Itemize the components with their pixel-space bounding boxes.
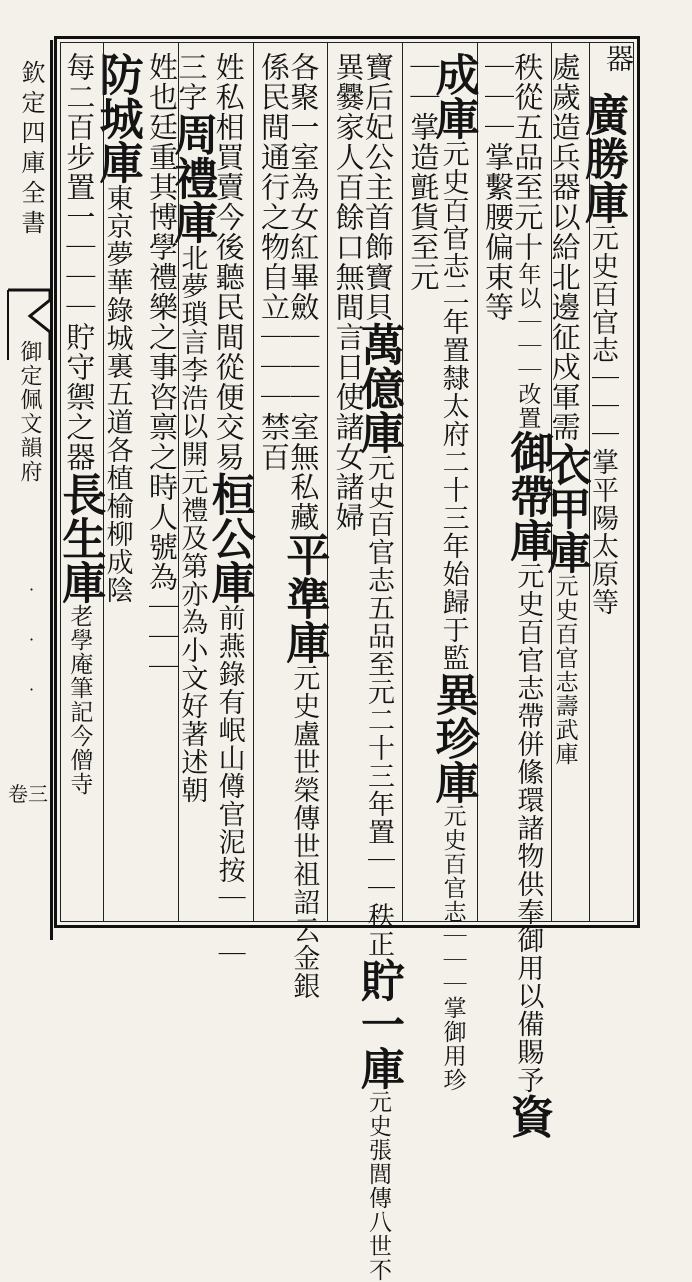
entry-heading: 成庫 (427, 52, 479, 140)
text-column (166, 52, 218, 912)
entry-text: 北夢瑣言李浩以開元禮及第亦為小文好著述朝 (176, 244, 208, 804)
entry-text: 秩從五品至元十 (510, 52, 545, 262)
entry-text: 係民間通行之物自立｜｜｜禁百 (256, 52, 291, 472)
text-column (352, 52, 404, 1282)
page-gutter (6, 40, 50, 940)
text-column (576, 92, 628, 952)
entry-text: 異爨家人百餘口無間言日使諸女諸婦 (331, 52, 366, 532)
column-rule (402, 42, 403, 922)
entry-text: 年以｜｜｜改置 (514, 262, 541, 430)
entry-text: 元史百官志帶併絛環諸物供奉御用以備賜予 (512, 562, 544, 1094)
entry-text: 元史盧世榮傳世祖詔云金銀 (288, 664, 320, 1000)
entry-text: 元史百官志五品至元二十三年置｜｜秩正 (362, 454, 394, 958)
leading-character: 器 (602, 44, 635, 72)
text-column (539, 52, 591, 912)
entry-heading: 周禮庫 (166, 112, 218, 244)
entry-text: 元史張閭傳八世不 (364, 1090, 391, 1282)
entry-text: 姓私相買賣今後聽民間從便交易 (211, 52, 246, 472)
entry-heading: 資 (502, 1094, 554, 1138)
entry-heading: 平準庫 (278, 532, 330, 664)
text-column (329, 52, 366, 912)
entry-heading: 貯一庫 (352, 958, 404, 1090)
entry-heading: 御帶庫 (502, 430, 554, 562)
entry-text: 姓也廷重其博學禮樂之事咨禀之時人號為｜｜｜ (144, 52, 179, 682)
text-column (502, 52, 554, 1138)
entry-heading: 防城庫 (91, 52, 143, 184)
text-column (255, 52, 291, 912)
entry-heading: 異珍庫 (427, 672, 479, 804)
text-column (278, 52, 330, 1000)
entry-text: 元史百官志二年置隸太府二十三年始歸于監 (437, 140, 469, 672)
text-column (143, 52, 179, 912)
entry-text: 老學庵筆記今僧寺 (66, 604, 93, 796)
entry-text: 元史百官志壽武庫 (551, 574, 578, 766)
entry-text: 三字 (174, 52, 209, 112)
text-column (203, 52, 255, 968)
entry-text: ｜｜掌造氈貨至元 (406, 52, 441, 292)
entry-text: 寶后妃公主首飾寶貝 (360, 52, 395, 322)
column-rule (327, 42, 328, 922)
gutter-ellipsis: · · · (22, 580, 41, 705)
entry-text: 各聚一室為女紅畢斂｜｜｜室無私藏 (286, 52, 321, 532)
entry-heading: 桓公庫 (203, 472, 255, 604)
entry-heading: 長生庫 (54, 472, 106, 604)
entry-heading: 萬億庫 (352, 322, 404, 454)
entry-heading: 廣勝庫 (576, 92, 628, 224)
text-column (404, 52, 441, 912)
entry-text: 每二百步置一｜｜｜貯守禦之器 (62, 52, 97, 472)
text-column (91, 52, 143, 912)
entry-text: 元史百官志｜｜｜掌御用珍 (439, 804, 466, 1092)
text-column (427, 52, 479, 1092)
entry-heading: 衣甲庫 (539, 442, 591, 574)
entry-text: ｜｜｜掌繫腰偏束等 (480, 52, 515, 322)
text-column (479, 52, 515, 912)
page-number: 卷三 (8, 782, 48, 806)
entry-text: 前燕錄有岷山僔官泥按｜｜｜ (213, 604, 245, 968)
text-column (54, 52, 106, 912)
entry-text: 處歲造兵器以給北邊征戍軍需 (547, 52, 582, 442)
section-title: 御定佩文韻府 (17, 340, 42, 484)
entry-text: 元史百官志｜｜｜掌平陽太原等 (586, 224, 618, 616)
entry-text: 東京夢華錄城裏五道各植榆柳成陰 (101, 184, 133, 604)
gutter-border (50, 40, 53, 940)
book-title: 欽定四庫全書 (17, 60, 45, 240)
